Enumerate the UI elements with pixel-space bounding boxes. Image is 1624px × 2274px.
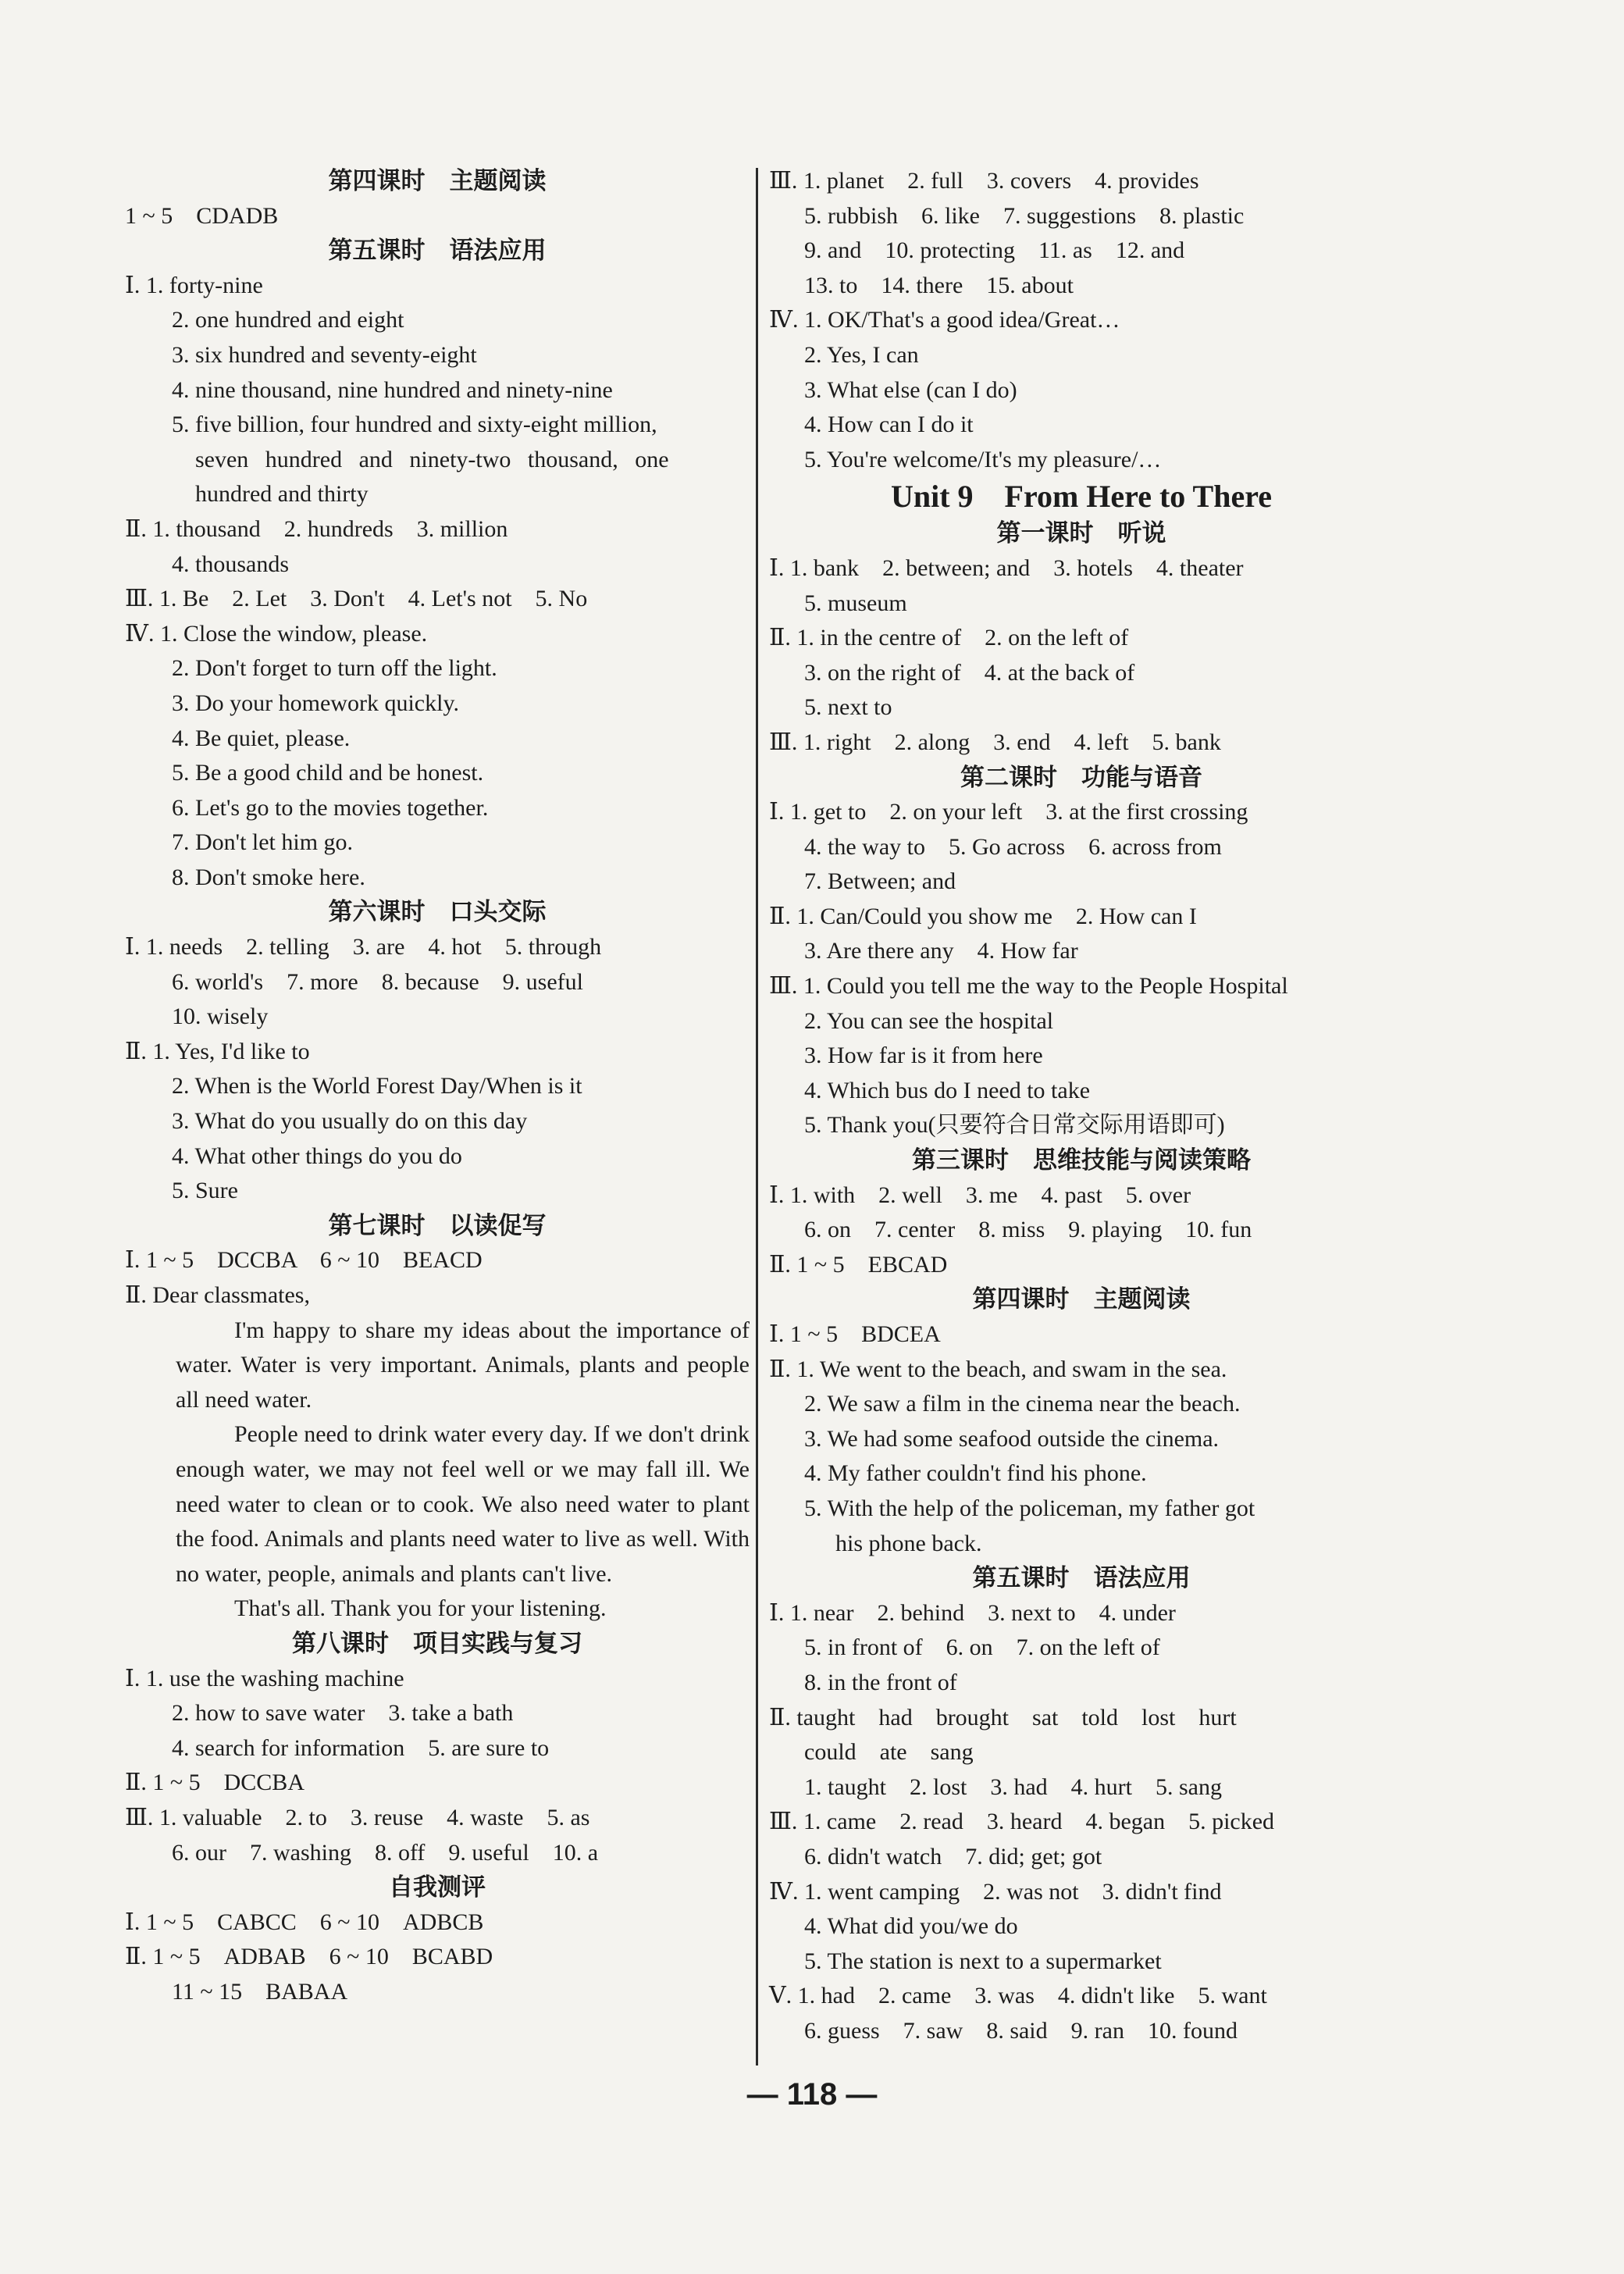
answer-line: 5. Sure [172,1178,238,1204]
answer-line: 8. in the front of [804,1669,957,1695]
answer-line: Ⅰ. 1 ~ 5 DCCBA 6 ~ 10 BEACD [125,1247,483,1274]
answer-line: Ⅰ. 1. use the washing machine [125,1665,404,1691]
answer-line: Ⅰ. 1 ~ 5 CABCC 6 ~ 10 ADBCB [125,1909,484,1935]
answer-line: Ⅰ. 1. bank 2. between; and 3. hotels 4. theater [769,554,1244,581]
answer-line: 4. What other things do you do [172,1142,462,1169]
answer-line: 2. Yes, I can [804,341,919,368]
section-heading: 第五课时 语法应用 [328,237,547,265]
answer-line: 5. five billion, four hundred and sixty-eight million, [172,412,657,438]
answer-line: 6. world's 7. more 8. because 9. useful [172,968,583,995]
answer-line: Ⅲ. 1. Could you tell me the way to the People Hospital [769,973,1288,1000]
letter-salutation: Ⅱ. Dear classmates, [125,1282,310,1308]
answer-line: 6. didn't watch 7. did; get; got [804,1843,1102,1869]
answer-line: 11 ~ 15 BABAA [172,1978,348,2005]
answer-line: Ⅰ. 1. with 2. well 3. me 4. past 5. over [769,1182,1191,1208]
column-divider [756,168,758,2065]
section-heading: 第五课时 语法应用 [972,1564,1191,1592]
answer-line: 5. rubbish 6. like 7. suggestions 8. plastic [804,202,1245,229]
answer-line: 6. on 7. center 8. miss 9. playing 10. fun [804,1217,1252,1243]
letter-closing: That's all. Thank you for your listening. [234,1595,607,1622]
answer-line: 5. next to [804,694,892,721]
answer-line: 5. Thank you(只要符合日常交际用语即可) [804,1112,1225,1139]
section-heading: 第七课时 以读促写 [328,1211,547,1239]
answer-line: 2. how to save water 3. take a bath [172,1700,514,1727]
answer-line: Ⅰ. 1. near 2. behind 3. next to 4. under [769,1599,1176,1626]
answer-line: 13. to 14. there 15. about [804,272,1074,298]
answer-line: 7. Don't let him go. [172,829,354,856]
answer-line: 3. How far is it from here [804,1043,1043,1069]
answer-line: Ⅱ. 1 ~ 5 ADBAB 6 ~ 10 BCABD [125,1944,493,1970]
letter-paragraph: I'm happy to share my ideas about the importance of water. Water is very important. Animals, plants and people all need water. [176,1317,750,1413]
answer-line: 2. one hundred and eight [172,307,404,333]
answer-line: 2. We saw a film in the cinema near the beach. [804,1391,1241,1417]
answer-line: 3. What do you usually do on this day [172,1108,528,1135]
answer-line: 3. What else (can I do) [804,376,1017,403]
answer-line: 4. thousands [172,551,289,577]
answer-line: 4. search for information 5. are sure to [172,1734,550,1761]
answer-line: Ⅰ. 1 ~ 5 BDCEA [769,1321,941,1347]
answer-line: Ⅰ. 1. get to 2. on your left 3. at the first crossing [769,799,1248,825]
answer-line: 2. You can see the hospital [804,1007,1054,1034]
answer-line: 4. My father couldn't find his phone. [804,1460,1147,1487]
answer-line: Ⅱ. 1. thousand 2. hundreds 3. million [125,515,508,542]
answer-line: 2. When is the World Forest Day/When is it [172,1073,582,1100]
answer-line: Ⅱ. 1. We went to the beach, and swam in the sea. [769,1356,1227,1382]
answer-line: 9. and 10. protecting 11. as 12. and [804,237,1185,264]
section-heading: 第六课时 口头交际 [328,898,547,926]
answer-line: 3. Do your homework quickly. [172,690,459,716]
letter-paragraph: People need to drink water every day. If we don't drink enough water, we may not feel well or we may fall ill. We need water to clean or to cook. We also need water to plant the food. Animals and plants need water to live as well. With no water, people, animals and plants can't live. [176,1421,750,1587]
answer-line: Ⅱ. 1. Yes, I'd like to [125,1038,310,1064]
answer-line: 3. We had some seafood outside the cinema. [804,1425,1220,1452]
right-column [769,164,1394,2048]
answer-line: 6. guess 7. saw 8. said 9. ran 10. found [804,2017,1238,2044]
answer-line: 4. nine thousand, nine hundred and ninety-nine [172,376,613,403]
answer-line: 3. six hundred and seventy-eight [172,341,477,368]
answer-line: Ⅴ. 1. had 2. came 3. was 4. didn't like 5. want [769,1983,1267,2009]
answer-line: 4. What did you/we do [804,1913,1018,1940]
section-heading: 第四课时 主题阅读 [328,167,547,194]
answer-line: 5. in front of 6. on 7. on the left of [804,1634,1160,1661]
answer-line: 4. the way to 5. Go across 6. across from [804,833,1222,860]
answer-line: Ⅲ. 1. right 2. along 3. end 4. left 5. bank [769,729,1221,755]
answer-line: 2. Don't forget to turn off the light. [172,655,497,682]
section-heading: 第一课时 听说 [996,519,1166,547]
answer-line: his phone back. [835,1530,982,1556]
answer-line: Ⅲ. 1. valuable 2. to 3. reuse 4. waste 5. as [125,1804,590,1830]
answer-line: 5. museum [804,590,907,616]
answer-line: 1. taught 2. lost 3. had 4. hurt 5. sang [804,1773,1222,1800]
section-heading: 第八课时 项目实践与复习 [292,1629,582,1657]
left-column [125,164,750,2009]
answer-line: 7. Between; and [804,868,956,895]
answer-line: Ⅱ. 1 ~ 5 EBCAD [769,1251,948,1278]
answer-line: Ⅰ. 1. forty-nine [125,272,263,298]
answer-line: seven hundred and ninety-two thousand, one [195,446,669,472]
answer-line: Ⅱ. 1 ~ 5 DCCBA [125,1770,304,1796]
section-heading: 自我测评 [389,1873,486,1902]
section-heading: 第二课时 功能与语音 [960,763,1202,791]
answer-line: 10. wisely [172,1003,269,1030]
answer-line: 6. our 7. washing 8. off 9. useful 10. a [172,1839,599,1866]
section-heading: 第三课时 思维技能与阅读策略 [912,1146,1251,1174]
answer-line: 4. How can I do it [804,412,974,438]
answer-line: Ⅳ. 1. went camping 2. was not 3. didn't find [769,1878,1222,1905]
page-number: — 118 — [746,2077,878,2112]
answer-line: 5. Be a good child and be honest. [172,760,484,786]
answer-line: 1 ~ 5 CDADB [125,202,279,229]
answer-line: Ⅱ. 1. Can/Could you show me 2. How can I [769,903,1197,929]
answer-line: 4. Be quiet, please. [172,725,351,751]
answer-line: Ⅱ. taught had brought sat told lost hurt [769,1704,1237,1730]
answer-line: Ⅳ. 1. Close the window, please. [125,620,428,647]
answer-line: Ⅳ. 1. OK/That's a good idea/Great… [769,307,1120,333]
answer-line: 5. You're welcome/It's my pleasure/… [804,446,1162,472]
answer-line: 8. Don't smoke here. [172,864,365,890]
answer-line: 6. Let's go to the movies together. [172,794,489,821]
answer-line: could ate sang [804,1739,974,1766]
answer-line: 5. The station is next to a supermarket [804,1948,1162,1974]
unit-title: Unit 9 From Here to There [890,479,1273,515]
answer-line: Ⅲ. 1. came 2. read 3. heard 4. began 5. picked [769,1809,1275,1835]
answer-line: Ⅰ. 1. needs 2. telling 3. are 4. hot 5. through [125,934,602,961]
answer-line: Ⅲ. 1. planet 2. full 3. covers 4. provides [769,168,1199,194]
answer-line: 5. With the help of the policeman, my father got [804,1495,1255,1521]
answer-line: Ⅲ. 1. Be 2. Let 3. Don't 4. Let's not 5. No [125,586,588,612]
answer-line: 3. Are there any 4. How far [804,938,1078,964]
answer-line: 4. Which bus do I need to take [804,1077,1091,1103]
answer-line: Ⅱ. 1. in the centre of 2. on the left of [769,625,1129,651]
section-heading: 第四课时 主题阅读 [972,1285,1191,1313]
answer-line: hundred and thirty [195,481,369,508]
answer-line: 3. on the right of 4. at the back of [804,659,1135,686]
